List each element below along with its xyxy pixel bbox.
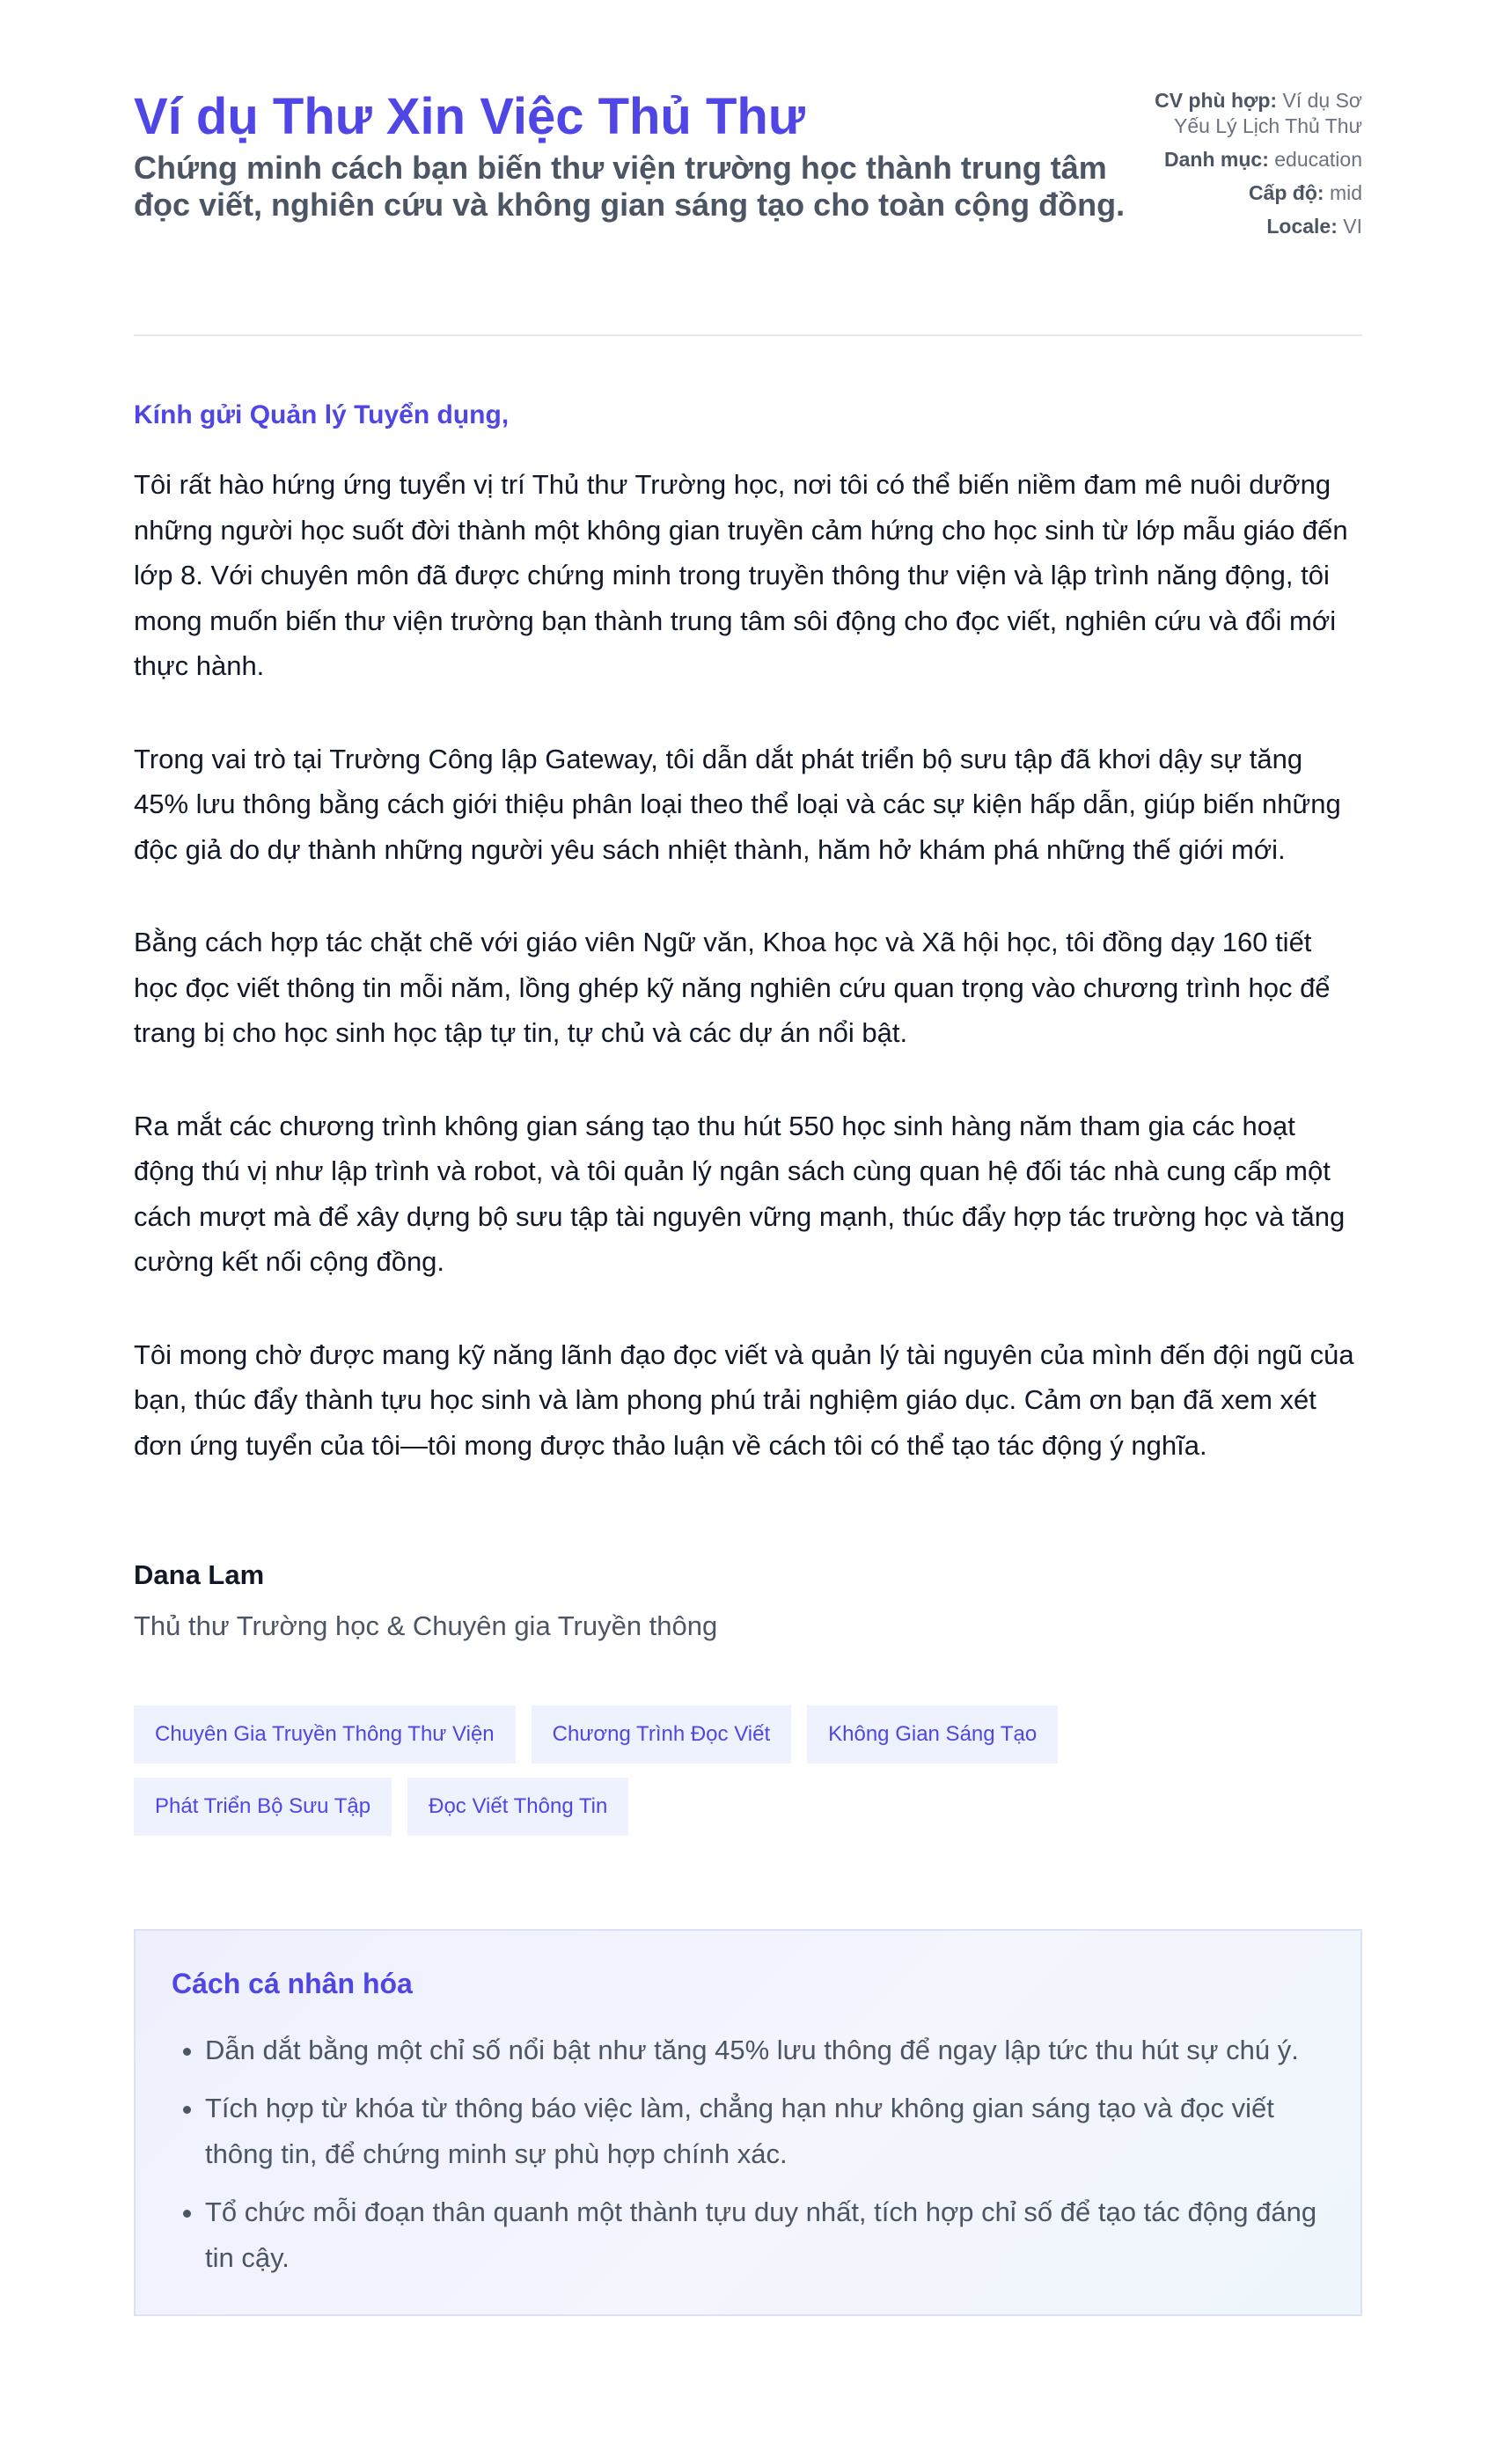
personalization-tips	[134, 1929, 1362, 2316]
greeting: Kính gửi Quản lý Tuyển dụng,	[134, 400, 510, 429]
meta-category	[1133, 147, 1362, 172]
letter-header	[134, 88, 1362, 336]
meta-locale-label: Locale:	[1266, 215, 1338, 238]
letter-paragraph: Ra mắt các chương trình không gian sáng tạo thu hút 550 học sinh hàng năm tham gia các hoạt động thú vị như lập trình và robot, và tôi quản lý ngân sách cùng quan hệ đối tác nhà cung cấp một cách mượt mà để xây dựng bộ sưu tập tài nguyên vững mạnh, thúc đẩy hợp tác trường học và tăng cường kết nối cộng đồng.	[134, 1110, 1346, 1277]
meta-cv-label: CV phù hợp:	[1155, 89, 1278, 112]
meta-panel	[1133, 88, 1362, 247]
signature-name: Dana Lam	[134, 1559, 265, 1590]
tag-chip: Phát Triển Bộ Sưu Tập	[134, 1778, 392, 1836]
meta-locale	[1133, 214, 1362, 239]
signature-role: Thủ thư Trường học & Chuyên gia Truyền thông	[134, 1610, 718, 1641]
letter-paragraph: Bằng cách hợp tác chặt chẽ với giáo viên Ngữ văn, Khoa học và Xã hội học, tôi đồng dạy 160 tiết học đọc viết thông tin mỗi năm, lồng ghép kỹ năng nghiên cứu quan trọng vào chương trình học để trang bị cho học sinh học tập tự tin, tự chủ và các dự án nổi bật.	[134, 927, 1331, 1048]
meta-cv-value: Ví dụ Sơ Yếu Lý Lịch Thủ Thư	[1173, 89, 1362, 137]
page-title: Ví dụ Thư Xin Việc Thủ Thư	[134, 88, 805, 145]
letter-paragraph: Tôi rất hào hứng ứng tuyển vị trí Thủ thư Trường học, nơi tôi có thể biến niềm đam mê nuôi dưỡng những người học suốt đời thành một không gian truyền cảm hứng cho học sinh từ lớp mẫu giáo đến lớp 8. Với chuyên môn đã được chứng minh trong truyền thông thư viện và lập trình năng động, tôi mong muốn biến thư viện trường bạn thành trung tâm sôi động cho đọc viết, nghiên cứu và đổi mới thực hành.	[134, 469, 1348, 681]
tips-title: Cách cá nhân hóa	[172, 1968, 413, 1999]
meta-level-label: Cấp độ:	[1248, 181, 1324, 204]
tip-item: • Dẫn dắt bằng một chỉ số nổi bật như tăng 45% lưu thông để ngay lập tức thu hút sự chú ý.	[205, 2028, 1325, 2073]
signature	[134, 1558, 1362, 1644]
meta-category-value: education	[1274, 148, 1362, 171]
letter-body	[134, 462, 1362, 1468]
tip-item: • Tổ chức mỗi đoạn thân quanh một thành tựu duy nhất, tích hợp chỉ số để tạo tác động đáng tin cậy.	[205, 2189, 1325, 2281]
tips-list	[172, 2028, 1325, 2281]
letter-paragraph: Trong vai trò tại Trường Công lập Gateway, tôi dẫn dắt phát triển bộ sưu tập đã khơi dậy sự tăng 45% lưu thông bằng cách giới thiệu phân loại theo thể loại và các sự kiện hấp dẫn, giúp biến những độc giả do dự thành những người yêu sách nhiệt thành, hăm hở khám phá những thế giới mới.	[134, 743, 1341, 865]
letter-paragraph: Tôi mong chờ được mang kỹ năng lãnh đạo đọc viết và quản lý tài nguyên của mình đến đội ngũ của bạn, thúc đẩy thành tựu học sinh và làm phong phú trải nghiệm giáo dục. Cảm ơn bạn đã xem xét đơn ứng tuyển của tôi—tôi mong được thảo luận về cách tôi có thể tạo tác động ý nghĩa.	[134, 1338, 1354, 1461]
meta-level-value: mid	[1329, 181, 1362, 204]
tag-chip: Chuyên Gia Truyền Thông Thư Viện	[134, 1705, 516, 1764]
tag-chip: Chương Trình Đọc Viết	[532, 1705, 791, 1764]
tag-chip: Không Gian Sáng Tạo	[807, 1705, 1058, 1764]
tip-item: • Tích hợp từ khóa từ thông báo việc làm, chẳng hạn như không gian sáng tạo và đọc viết thông tin, để chứng minh sự phù hợp chính xác.	[205, 2086, 1325, 2177]
tag-list	[134, 1705, 1278, 1850]
tag-chip: Đọc Viết Thông Tin	[407, 1778, 628, 1836]
meta-category-label: Danh mục:	[1164, 148, 1269, 171]
meta-locale-value: VI	[1343, 215, 1362, 238]
meta-level	[1133, 180, 1362, 206]
page-subtitle: Chứng minh cách bạn biến thư viện trường học thành trung tâm đọc viết, nghiên cứu và không gian sáng tạo cho toàn cộng đồng.	[134, 150, 1126, 223]
meta-cv	[1133, 88, 1362, 139]
